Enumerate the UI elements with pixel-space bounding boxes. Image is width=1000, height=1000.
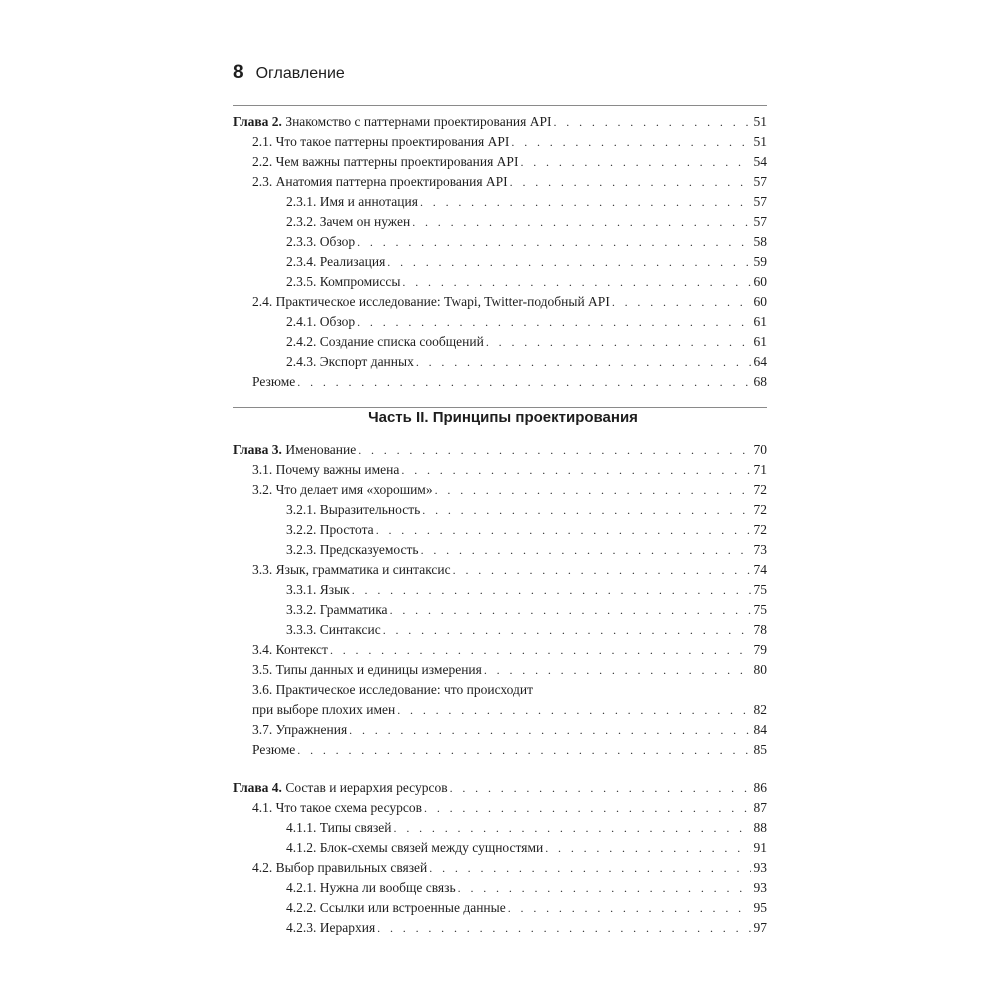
toc-entry[interactable] [233,580,767,600]
toc-entry-title [252,720,349,740]
toc-entry-title [286,580,352,600]
toc-page-number: 61 [753,314,767,329]
dot-leader [376,520,751,540]
dot-leader [297,740,750,760]
toc-entry-text: 2.3.1. Имя и аннотация [286,194,418,209]
toc-entry-title [286,272,402,292]
toc-entry-text: 4.2.2. Ссылки или встроенные данные [286,900,506,915]
dot-leader [612,292,751,312]
toc-entry-title [252,700,397,720]
dot-leader [401,460,750,480]
toc-page-number: 60 [753,274,767,289]
dot-leader [412,212,750,232]
toc-page-number: 75 [753,602,767,617]
toc-entry-title [286,500,422,520]
toc-entry-text: 3.7. Упражнения [252,722,348,737]
dot-leader [511,132,750,152]
toc-entry-text: 3.3.1. Язык [286,582,350,597]
toc-page-number: 57 [753,214,767,229]
toc-entry-text: при выборе плохих имен [252,702,396,717]
dot-leader [453,560,751,580]
toc-entry-title [286,878,458,898]
dot-leader [390,600,751,620]
toc-entry-title [252,460,401,480]
toc-entry-text: 2.3.5. Компромиссы [286,274,401,289]
dot-leader [520,152,750,172]
page-header [233,62,345,84]
toc-entry-title [286,540,421,560]
dot-leader [297,372,750,392]
toc-entry[interactable] [233,858,767,878]
dot-leader [508,898,751,918]
toc-page-number: 73 [753,542,767,557]
dot-leader [450,778,751,798]
toc-entry-text: 2.4.1. Обзор [286,314,356,329]
dot-leader [510,172,751,192]
toc-entry-text: 2.3. Анатомия паттерна проектирования API [252,174,508,189]
toc-entry[interactable] [233,898,767,918]
dot-leader [421,540,751,560]
toc-entry-text: 3.2.1. Выразительность [286,502,421,517]
toc-entry[interactable] [233,700,767,720]
toc-entry[interactable] [233,332,767,352]
toc-page-number: 95 [753,900,767,915]
toc-entry-text: Состав и иерархия ресурсов [281,780,448,795]
toc-entry[interactable] [233,292,767,312]
toc-part-2 [233,407,767,938]
dot-leader [422,500,750,520]
toc-entry-title [252,132,511,152]
dot-leader [383,620,751,640]
toc-entry-title [252,640,330,660]
dot-leader [402,272,750,292]
toc-page-number: 57 [753,174,767,189]
toc-entry-text: 2.4. Практическое исследование: Twapi, Twitter-подобный API [252,294,610,309]
toc-page-number: 51 [753,134,767,149]
toc-entry[interactable] [233,312,767,332]
toc-page-number: 72 [753,482,767,497]
toc-entry[interactable] [233,818,767,838]
toc-entry-text: Знакомство с паттернами проектирования API [281,114,552,129]
toc-entry-title [286,352,416,372]
toc-page-number: 59 [753,254,767,269]
toc-entry[interactable] [233,560,767,580]
toc-page-number: 70 [753,442,767,457]
toc-entry[interactable] [233,838,767,858]
toc-entry-text: 3.4. Контекст [252,642,328,657]
toc-page-number: 87 [753,800,767,815]
toc-entry-title [252,858,429,878]
dot-leader [352,580,751,600]
toc-page-number: 57 [753,194,767,209]
toc-entry-title [252,480,435,500]
dot-leader [416,352,751,372]
toc-entry-text: 3.3.3. Синтаксис [286,622,381,637]
dot-leader [420,192,751,212]
toc-page-number: 88 [753,820,767,835]
toc-page-number: 93 [753,860,767,875]
toc-entry-title [286,232,357,252]
toc-entry-title [286,838,545,858]
toc-entry[interactable] [233,460,767,480]
chapter-label: Глава 2. [233,114,282,129]
toc-entry[interactable] [233,740,767,760]
toc-entry-title [233,112,554,132]
toc-entry[interactable] [233,500,767,520]
toc-entry-title [252,660,484,680]
toc-entry-text: 4.2.3. Иерархия [286,920,376,935]
toc-entry-text: 4.1. Что такое схема ресурсов [252,800,423,815]
toc-page-number: 75 [753,582,767,597]
toc-page-number: 97 [753,920,767,935]
toc-page-number: 64 [753,354,767,369]
toc-entry[interactable] [233,272,767,292]
page-number: 8 [233,62,244,83]
toc-entry-text: Именование [281,442,357,457]
toc-entry-title [286,520,376,540]
toc-entry[interactable] [233,600,767,620]
toc-entry-text: 2.3.2. Зачем он нужен [286,214,411,229]
toc-entry[interactable] [233,540,767,560]
toc-entry-title [252,292,612,312]
dot-leader [435,480,751,500]
toc-entry-text: 3.3.2. Грамматика [286,602,388,617]
toc-page-number: 72 [753,502,767,517]
toc-page-number: 72 [753,522,767,537]
toc-entry-title [233,440,358,460]
toc-entry[interactable] [233,192,767,212]
dot-leader [357,312,750,332]
toc-entry[interactable] [233,520,767,540]
toc-entry[interactable] [233,620,767,640]
toc-entry[interactable] [233,372,767,392]
toc-page-number: 71 [753,462,767,477]
toc-entry[interactable] [233,660,767,680]
dot-leader [357,232,750,252]
toc-chapter-entry[interactable] [233,440,767,460]
toc-page-number: 68 [753,374,767,389]
toc-entry-wrap-line: 3.6. Практическое исследование: что происходит [252,682,534,697]
toc-entry-title [252,172,510,192]
toc-chapter-entry[interactable] [233,778,767,798]
toc-entry-title [286,918,377,938]
toc-entry-title [252,560,453,580]
toc-entry-text: 4.1.1. Типы связей [286,820,392,835]
dot-leader [554,112,751,132]
toc-entry-text: 3.2.3. Предсказуемость [286,542,419,557]
dot-leader [429,858,750,878]
toc-entry-title [286,818,394,838]
toc-entry[interactable] [233,252,767,272]
part-heading: Часть II. Принципы проектирования [368,409,638,426]
toc-entry-title [252,372,297,392]
toc-page-number: 60 [753,294,767,309]
toc-entry[interactable] [233,798,767,818]
toc-chapter-2 [233,105,767,392]
toc-entry-text: 2.3.3. Обзор [286,234,356,249]
toc-chapter-entry[interactable] [233,112,767,132]
toc-entry-text: 4.2. Выбор правильных связей [252,860,428,875]
toc-page-number: 54 [753,154,767,169]
toc-page-number: 85 [753,742,767,757]
toc-entry[interactable] [233,878,767,898]
toc-entry-title [252,152,520,172]
dot-leader [358,440,750,460]
toc-list [233,112,767,392]
toc-page-number: 91 [753,840,767,855]
toc-entry[interactable] [233,232,767,252]
toc-page-number: 86 [753,780,767,795]
toc-page-number: 58 [753,234,767,249]
toc-entry-title [286,212,412,232]
dot-leader [377,918,750,938]
dot-leader [330,640,751,660]
toc-entry-title [286,312,357,332]
toc-entry[interactable] [233,172,767,192]
toc-page-number: 74 [753,562,767,577]
toc-page-number: 93 [753,880,767,895]
toc-entry-title [286,600,390,620]
dot-leader [486,332,751,352]
toc-list [233,778,767,938]
dot-leader [397,700,750,720]
dot-leader [394,818,751,838]
toc-entry-text: 3.2. Что делает имя «хорошим» [252,482,433,497]
toc-entry-title [286,332,486,352]
toc-page-number: 61 [753,334,767,349]
toc-entry-text: 3.5. Типы данных и единицы измерения [252,662,482,677]
toc-entry-title [286,620,383,640]
toc-entry-text: 2.4.3. Экспорт данных [286,354,414,369]
toc-page-number: 51 [753,114,767,129]
toc-entry[interactable] [233,918,767,938]
dot-leader [387,252,750,272]
dot-leader [545,838,750,858]
dot-leader [424,798,750,818]
toc-entry[interactable] [233,212,767,232]
toc-entry-title [252,798,424,818]
dot-leader [458,878,751,898]
toc-page-number: 82 [753,702,767,717]
toc-entry-title [233,778,450,798]
toc-entry-title [286,252,387,272]
toc-entry-text: Резюме [252,374,296,389]
toc-page-number: 84 [753,722,767,737]
toc-entry-text: 2.1. Что такое паттерны проектирования API [252,134,510,149]
toc-entry-text: 2.2. Чем важны паттерны проектирования API [252,154,519,169]
toc-page-number: 78 [753,622,767,637]
toc-entry-text: 2.4.2. Создание списка сообщений [286,334,484,349]
toc-entry-text: 4.1.2. Блок-схемы связей между сущностями [286,840,544,855]
toc-entry-title [286,898,508,918]
dot-leader [484,660,751,680]
toc-entry[interactable] [233,480,767,500]
toc-page-number: 80 [753,662,767,677]
toc-entry-title [252,740,297,760]
toc-entry-text: 4.2.1. Нужна ли вообще связь [286,880,456,895]
toc-entry-text: 3.1. Почему важны имена [252,462,400,477]
toc-entry[interactable] [233,132,767,152]
dot-leader [349,720,750,740]
toc-entry-text: 3.3. Язык, грамматика и синтаксис [252,562,451,577]
chapter-label: Глава 4. [233,780,282,795]
running-title: Оглавление [255,65,345,82]
toc-entry[interactable] [233,152,767,172]
toc-entry-text: 2.3.4. Реализация [286,254,386,269]
toc-entry-title [286,192,420,212]
toc-entry[interactable] [233,640,767,660]
toc-entry-text: Резюме [252,742,296,757]
toc-list [233,440,767,760]
toc-entry[interactable] [233,352,767,372]
toc-entry[interactable] [233,720,767,740]
chapter-label: Глава 3. [233,442,282,457]
toc-page-number: 79 [753,642,767,657]
toc-entry-text: 3.2.2. Простота [286,522,374,537]
